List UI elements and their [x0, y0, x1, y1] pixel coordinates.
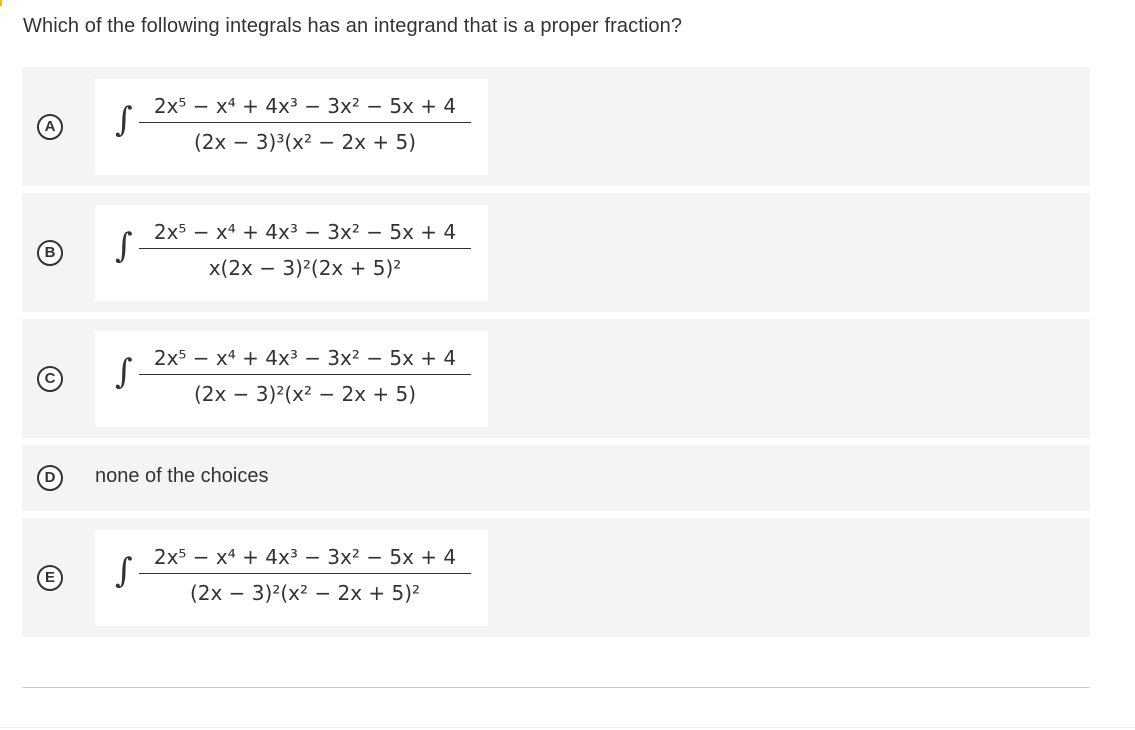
answer-choices: [22, 67, 1090, 644]
integral-sign: ∫: [115, 100, 133, 140]
choice-c-math: [95, 331, 488, 427]
choice-a-math: [95, 79, 488, 175]
fraction: [139, 219, 471, 281]
choice-letter-b[interactable]: B: [37, 240, 63, 266]
choice-letter-d[interactable]: D: [37, 465, 63, 491]
fraction-bar: [139, 248, 471, 249]
integral-sign: ∫: [115, 551, 133, 591]
numerator: 2x⁵ − x⁴ + 4x³ − 3x² − 5x + 4: [153, 545, 457, 569]
denominator: x(2x − 3)²(2x + 5)²: [208, 256, 402, 280]
choice-b-math: [95, 205, 488, 301]
fraction-bar: [139, 374, 471, 375]
fraction: [139, 93, 471, 155]
bottom-border: [0, 727, 1135, 728]
denominator: (2x − 3)²(x² − 2x + 5): [193, 382, 417, 406]
integral-sign: ∫: [115, 352, 133, 392]
integral-sign: ∫: [115, 226, 133, 266]
fraction-bar: [139, 122, 471, 123]
choice-d-text[interactable]: none of the choices: [95, 465, 269, 487]
choice-a[interactable]: [22, 67, 1090, 186]
fraction-bar: [139, 573, 471, 574]
corner-mark: [0, 0, 2, 6]
section-divider: [22, 687, 1090, 688]
denominator: (2x − 3)³(x² − 2x + 5): [193, 130, 417, 154]
choice-letter-a[interactable]: A: [37, 114, 63, 140]
choice-d[interactable]: [22, 445, 1090, 511]
numerator: 2x⁵ − x⁴ + 4x³ − 3x² − 5x + 4: [153, 346, 457, 370]
choice-e[interactable]: [22, 518, 1090, 637]
numerator: 2x⁵ − x⁴ + 4x³ − 3x² − 5x + 4: [153, 220, 457, 244]
question-text: Which of the following integrals has an integrand that is a proper fraction?: [23, 15, 683, 37]
choice-letter-e[interactable]: E: [37, 565, 63, 591]
numerator: 2x⁵ − x⁴ + 4x³ − 3x² − 5x + 4: [153, 94, 457, 118]
fraction: [139, 345, 471, 407]
choice-e-math: [95, 530, 488, 626]
choice-b[interactable]: [22, 193, 1090, 312]
denominator: (2x − 3)²(x² − 2x + 5)²: [189, 581, 421, 605]
choice-c[interactable]: [22, 319, 1090, 438]
fraction: [139, 544, 471, 606]
choice-letter-c[interactable]: C: [37, 366, 63, 392]
